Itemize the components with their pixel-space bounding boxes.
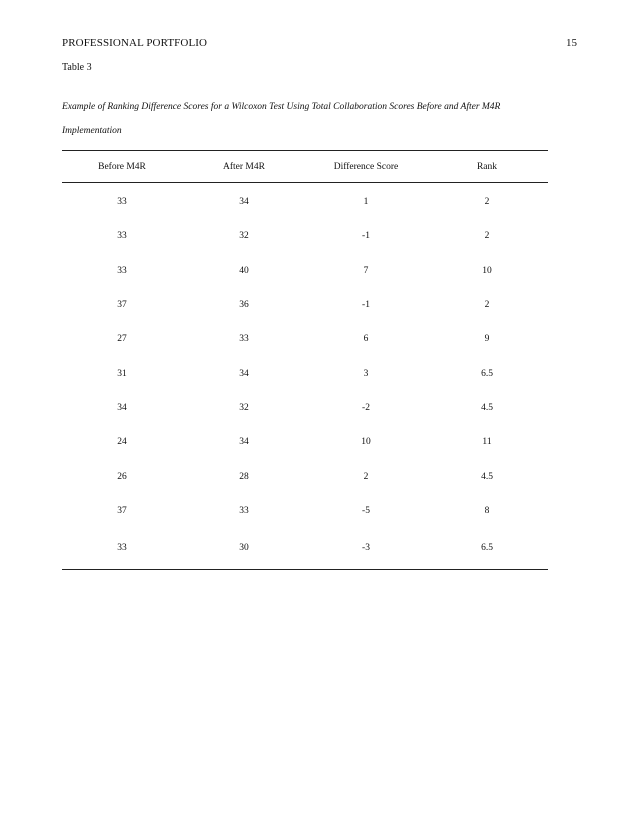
table-row xyxy=(62,459,548,493)
table-cell: 4.5 xyxy=(481,471,493,482)
column-header: After M4R xyxy=(182,151,306,183)
column-header: Before M4R xyxy=(62,151,182,183)
table-cell: 32 xyxy=(239,402,249,413)
table-cell: 10 xyxy=(361,437,371,448)
table-cell: 33 xyxy=(239,505,249,516)
table-row xyxy=(62,425,548,459)
table-cell: 28 xyxy=(239,471,249,482)
table-row xyxy=(62,494,548,528)
table-cell: 2 xyxy=(363,471,369,482)
table-cell: 1 xyxy=(363,197,369,208)
table-row xyxy=(62,219,548,253)
table-cell: -1 xyxy=(362,231,370,242)
table-cell: 7 xyxy=(363,265,369,276)
table-cell: -5 xyxy=(362,505,370,516)
table-caption: Example of Ranking Difference Scores for a Wilcoxon Test Using Total Collaboration Scores Before and After M4R Implementation xyxy=(62,102,501,136)
data-table xyxy=(62,150,548,570)
table-cell: 6.5 xyxy=(481,368,493,379)
table-cell: 40 xyxy=(239,265,249,276)
column-header: Rank xyxy=(426,151,548,183)
table-cell: 2 xyxy=(484,300,490,311)
table-cell: 11 xyxy=(482,437,492,448)
table-label: Table 3 xyxy=(62,62,92,73)
table-cell: 8 xyxy=(484,505,490,516)
table-cell: -2 xyxy=(362,402,370,413)
table-cell: 31 xyxy=(117,368,127,379)
page-number: 15 xyxy=(566,37,577,49)
table-header-row xyxy=(62,151,548,183)
table-cell: 4.5 xyxy=(481,402,493,413)
table-row xyxy=(62,183,548,220)
table-row xyxy=(62,356,548,390)
table-row xyxy=(62,528,548,570)
table-cell: 6 xyxy=(363,334,369,345)
table-row xyxy=(62,322,548,356)
table-cell: 33 xyxy=(117,231,127,242)
table-cell: 9 xyxy=(484,334,490,345)
table-row xyxy=(62,391,548,425)
table-cell: -1 xyxy=(362,300,370,311)
table-row xyxy=(62,288,548,322)
table-row xyxy=(62,254,548,288)
table-cell: 2 xyxy=(484,231,490,242)
table-cell: 32 xyxy=(239,231,249,242)
table-cell: 33 xyxy=(239,334,249,345)
table-cell: 34 xyxy=(239,437,249,448)
table-cell: 33 xyxy=(62,528,182,570)
table-cell: 24 xyxy=(117,437,127,448)
table-cell: 34 xyxy=(239,197,249,208)
table-cell: 34 xyxy=(117,402,127,413)
table-cell: 3 xyxy=(363,368,369,379)
table-cell: 2 xyxy=(484,197,490,208)
table-cell: 33 xyxy=(117,197,127,208)
table-cell: 27 xyxy=(117,334,127,345)
column-header: Difference Score xyxy=(306,151,426,183)
running-head: PROFESSIONAL PORTFOLIO xyxy=(62,37,208,49)
table-cell: 37 xyxy=(117,300,127,311)
table-cell: 36 xyxy=(239,300,249,311)
table-cell: 30 xyxy=(182,528,306,570)
table-cell: 37 xyxy=(117,505,127,516)
table-cell: 6.5 xyxy=(426,528,548,570)
table-cell: 33 xyxy=(117,265,127,276)
table-cell: -3 xyxy=(306,528,426,570)
table-cell: 10 xyxy=(482,265,492,276)
table-cell: 26 xyxy=(117,471,127,482)
table-cell: 34 xyxy=(239,368,249,379)
